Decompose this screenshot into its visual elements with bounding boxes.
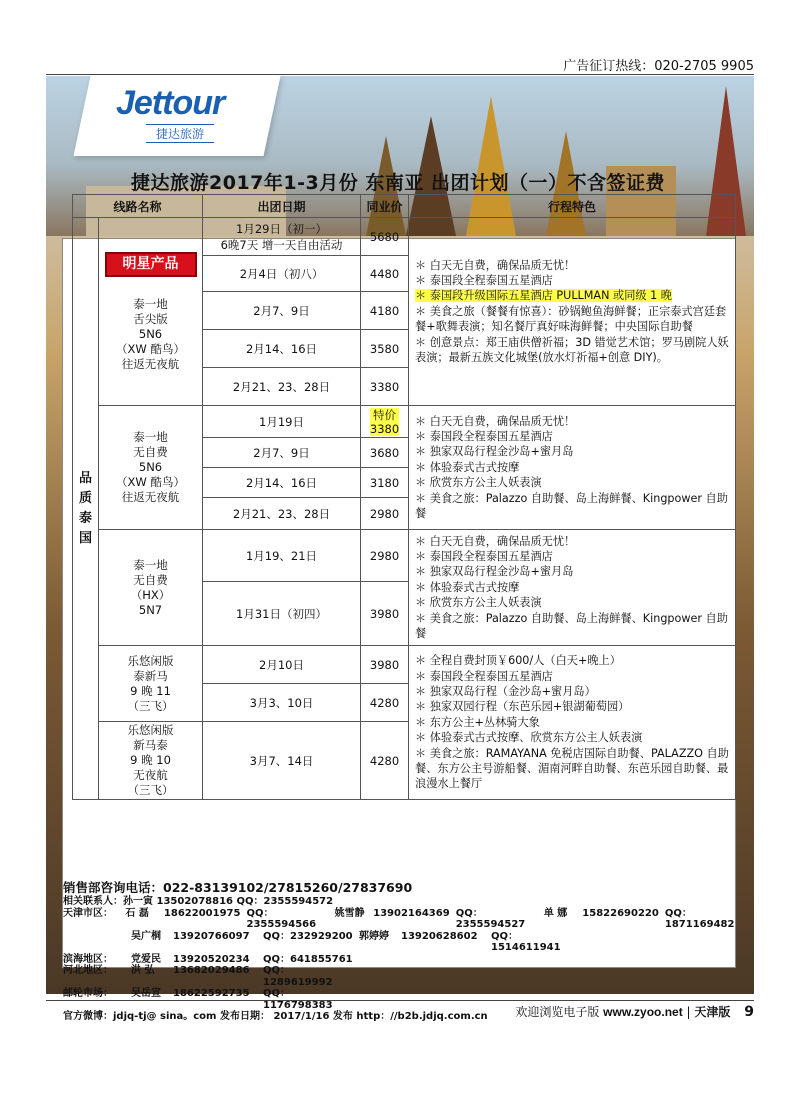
contact-ph: 13682029486	[173, 965, 250, 976]
contact-row	[63, 931, 753, 954]
logo-subtitle: 捷达旅游	[146, 124, 214, 143]
feature-item: ＊ 体验泰式古式按摩	[415, 460, 520, 474]
date-cell: 2月14、16日	[203, 330, 361, 368]
route-line: 乐悠闲版	[127, 653, 174, 668]
route-line: 乐悠闲版	[127, 723, 174, 737]
route-line: 往返无夜航	[121, 490, 180, 504]
special-price-tag: 特价	[373, 407, 397, 422]
contact-ph: 18622001975	[163, 907, 241, 919]
price-cell: 3380	[361, 368, 409, 406]
page-title: 捷达旅游2017年1-3月份 东南亚 出团计划（一）不含签证费	[131, 172, 665, 194]
route-line: 9 晚 11	[130, 683, 171, 698]
table-header-row	[73, 195, 736, 218]
jettour-logo: Jettour	[116, 84, 225, 122]
feature-highlight-text: ＊ 泰国段升级国际五星酒店 PULLMAN 或同级 1 晚	[415, 289, 672, 303]
contact-row	[63, 908, 753, 931]
date-cell: 1月19、21日	[203, 530, 361, 582]
star-product-badge: 明星产品	[105, 252, 197, 277]
price-cell: 4480	[361, 256, 409, 292]
feature-item: ＊ 白天无自费，确保品质无忧！	[415, 258, 576, 272]
route-line: 往返无夜航	[121, 356, 180, 371]
price-cell: 3180	[361, 468, 409, 498]
route-cell	[99, 530, 203, 646]
feature-item: ＊ 欣赏东方公主人妖表演	[415, 476, 542, 490]
feature-cell	[409, 646, 736, 800]
contact-nm: 单 娜	[543, 907, 568, 919]
contact-nm: 洪 弘	[131, 965, 155, 976]
price-cell: 4180	[361, 292, 409, 330]
route-line: 泰新马	[133, 668, 168, 683]
col-header-date: 出团日期	[203, 195, 361, 218]
footer-text: 欢迎浏览电子版	[515, 1005, 600, 1019]
date-cell: 1月19日	[203, 406, 361, 438]
feature-item: ＊ 美食之旅：RAMAYANA 免税店国际自助餐、PALAZZO 自助餐、东方公主号游船餐、湄南河畔自助餐、东芭乐园自助餐、最浪漫水上餐厅	[415, 746, 729, 791]
special-price-value: 3380	[369, 421, 400, 436]
price-cell: 3980	[361, 646, 409, 684]
feature-cell	[409, 530, 736, 646]
date-cell: 2月21、23、28日	[203, 498, 361, 530]
route-line: （三飞）	[127, 783, 174, 797]
price-cell: 3580	[361, 330, 409, 368]
feature-item: ＊ 独家双岛行程（金沙岛+蜜月岛）	[415, 684, 596, 698]
feature-item: ＊ 美食之旅：Palazzo 自助餐、岛上海鲜餐、Kingpower 自助餐	[415, 491, 728, 521]
route-line: 无自费	[133, 572, 168, 587]
contact-nm: 党爱民	[131, 953, 161, 965]
price-cell: 3680	[361, 438, 409, 468]
date-cell: 1月31日（初四）	[203, 582, 361, 646]
col-header-price: 同业价	[361, 195, 409, 218]
price-cell: 4280	[361, 684, 409, 722]
price-cell: 3980	[361, 582, 409, 646]
contact-ph: 15822690220	[582, 907, 659, 919]
contact-qq: QQ：1176798383	[263, 988, 333, 1011]
contact-qq: QQ：641855761	[263, 953, 353, 965]
contact-list	[63, 908, 753, 1012]
table-row	[73, 530, 736, 582]
route-line: 无夜航	[133, 768, 168, 782]
feature-item: ＊ 独家双岛行程金沙岛+蜜月岛	[415, 565, 574, 579]
header-divider	[46, 74, 754, 75]
date-text: 1月29日（初一）	[236, 221, 327, 236]
feature-item: ＊ 泰国段全程泰国五星酒店	[415, 429, 553, 443]
date-cell: 3月7、14日	[203, 722, 361, 800]
contact-area: 天津市区：	[63, 907, 113, 919]
page-footer	[515, 1003, 754, 1020]
date-note: 6晚7天 增一天自由活动	[220, 237, 343, 252]
date-cell: 2月4日（初八）	[203, 256, 361, 292]
table-row	[73, 218, 736, 256]
contact-row	[63, 954, 753, 966]
contact-qq: QQ：2355594566	[246, 907, 317, 930]
footer-separator: |	[686, 1005, 695, 1019]
route-line: 5N6	[138, 460, 163, 474]
feature-item: ＊ 美食之旅（餐餐有惊喜）：砂锅鲍鱼海鲜餐；正宗泰式宫廷套餐+歌舞表演；知名餐厅真好味海鲜餐；中央国际自助餐	[415, 304, 727, 334]
contact-area: 邮轮市场：	[63, 988, 113, 999]
date-cell: 2月10日	[203, 646, 361, 684]
contact-nm: 姚雪静	[334, 907, 365, 919]
price-cell: 2980	[361, 530, 409, 582]
contact-nm: 郭婷婷	[359, 930, 389, 942]
feature-item: ＊ 欣赏东方公主人妖表演	[415, 596, 542, 610]
category-cell	[73, 218, 99, 800]
contact-row	[63, 965, 753, 988]
route-line: 无自费	[133, 445, 168, 459]
feature-item: ＊ 独家双园行程（东芭乐园+银湖葡萄园）	[415, 700, 630, 714]
contact-ph: 13920628602	[401, 930, 478, 942]
contact-nm: 石 磊	[125, 907, 149, 919]
sales-phone: 销售部咨询电话：022-83139102/27815260/27837690	[63, 880, 413, 895]
route-line: 泰一地	[133, 430, 168, 444]
tour-plan-table	[72, 194, 736, 800]
official-weibo: 官方微博：jdjq-tj@ sina。com 发布日期： 2017/1/16 发布 http：//b2b.jdjq.com.cn	[63, 1011, 488, 1022]
page-number: 9	[744, 1004, 754, 1020]
feature-item: ＊ 独家双岛行程金沙岛+蜜月岛	[415, 445, 574, 459]
contact-area: 滨海地区：	[63, 953, 113, 965]
route-cell	[99, 218, 203, 406]
route-line: （XW 酷鸟）	[116, 475, 185, 489]
table-row	[73, 406, 736, 438]
contact-qq: QQ：1871169482	[664, 907, 735, 930]
route-cell	[99, 722, 203, 800]
feature-item: ＊ 创意景点：郑王庙供僧祈福；3D 错觉艺术馆；罗马剧院人妖表演；最新五族文化城堡(放水灯祈福+创意 DIY)。	[415, 335, 729, 365]
price-cell: 5680	[361, 218, 409, 256]
contact-ph: 13902164369	[373, 907, 450, 919]
price-cell: 4280	[361, 722, 409, 800]
route-cell	[99, 646, 203, 722]
feature-item: ＊ 体验泰式古式按摩	[415, 580, 520, 594]
date-cell: 2月7、9日	[203, 292, 361, 330]
col-header-feature: 行程特色	[409, 195, 736, 218]
feature-item: ＊ 白天无自费，确保品质无忧！	[415, 534, 576, 548]
feature-item: ＊ 泰国段全程泰国五星酒店	[415, 273, 553, 287]
contact-person: 相关联系人：孙一寅 13502078816 QQ：2355594572	[63, 896, 334, 907]
contact-nm: 吴岳宣	[131, 988, 161, 999]
footer-divider	[46, 1000, 754, 1001]
route-cell	[99, 406, 203, 530]
route-line: （三飞）	[127, 698, 174, 713]
contact-block	[63, 880, 753, 1023]
category-label: 品 质 泰 国	[78, 470, 92, 546]
price-cell	[361, 406, 409, 438]
date-cell: 3月3、10日	[203, 684, 361, 722]
route-line: 5N6	[138, 326, 163, 341]
feature-item: ＊ 泰国段全程泰国五星酒店	[415, 669, 553, 683]
contact-nm: 吴广桐	[131, 930, 161, 942]
contact-ph: 18622592735	[173, 988, 250, 999]
contact-area: 河北地区：	[63, 965, 113, 976]
date-cell: 2月14、16日	[203, 468, 361, 498]
contact-qq: QQ：1514611941	[491, 930, 561, 953]
date-cell: 2月7、9日	[203, 438, 361, 468]
feature-item: ＊ 全程自费封顶￥600/人（白天+晚上）	[415, 654, 621, 668]
special-price-badge	[370, 408, 399, 436]
route-line: 9 晚 10	[130, 753, 171, 767]
feature-cell	[409, 406, 736, 530]
contact-ph: 13920766097	[173, 930, 250, 942]
contact-area	[63, 931, 131, 954]
feature-item: ＊ 体验泰式古式按摩、欣赏东方公主人妖表演	[415, 731, 643, 745]
feature-item: ＊ 东方公主+丛林骑大象	[415, 715, 540, 729]
contact-ph: 13920520234	[173, 953, 250, 965]
date-cell	[203, 218, 361, 256]
ad-hotline: 广告征订热线：020-2705 9905	[563, 59, 754, 74]
feature-item: ＊ 泰国段全程泰国五星酒店	[415, 549, 553, 563]
route-line: 泰一地	[133, 557, 168, 572]
date-cell: 2月21、23、28日	[203, 368, 361, 406]
contact-qq: QQ：2355594527	[455, 907, 526, 930]
contact-qq: QQ：1289619992	[263, 965, 333, 988]
col-header-route: 线路名称	[73, 195, 203, 218]
route-line: 泰一地	[133, 296, 168, 311]
footer-site-link[interactable]: www.zyoo.net	[603, 1005, 683, 1019]
feature-cell	[409, 218, 736, 406]
feature-item: ＊ 白天无自费，确保品质无忧！	[415, 414, 576, 428]
contact-qq: QQ：232929200	[263, 930, 353, 942]
route-line: （HX）	[130, 587, 171, 602]
price-cell: 2980	[361, 498, 409, 530]
feature-item-highlight	[415, 288, 731, 303]
route-line: （XW 酷鸟）	[116, 341, 185, 356]
footer-edition: 天津版	[694, 1005, 731, 1019]
table-row	[73, 646, 736, 684]
route-line: 新马泰	[133, 738, 168, 752]
route-line: 5N7	[138, 602, 163, 617]
route-line: 舌尖版	[133, 311, 168, 326]
feature-item: ＊ 美食之旅：Palazzo 自助餐、岛上海鲜餐、Kingpower 自助餐	[415, 611, 728, 641]
